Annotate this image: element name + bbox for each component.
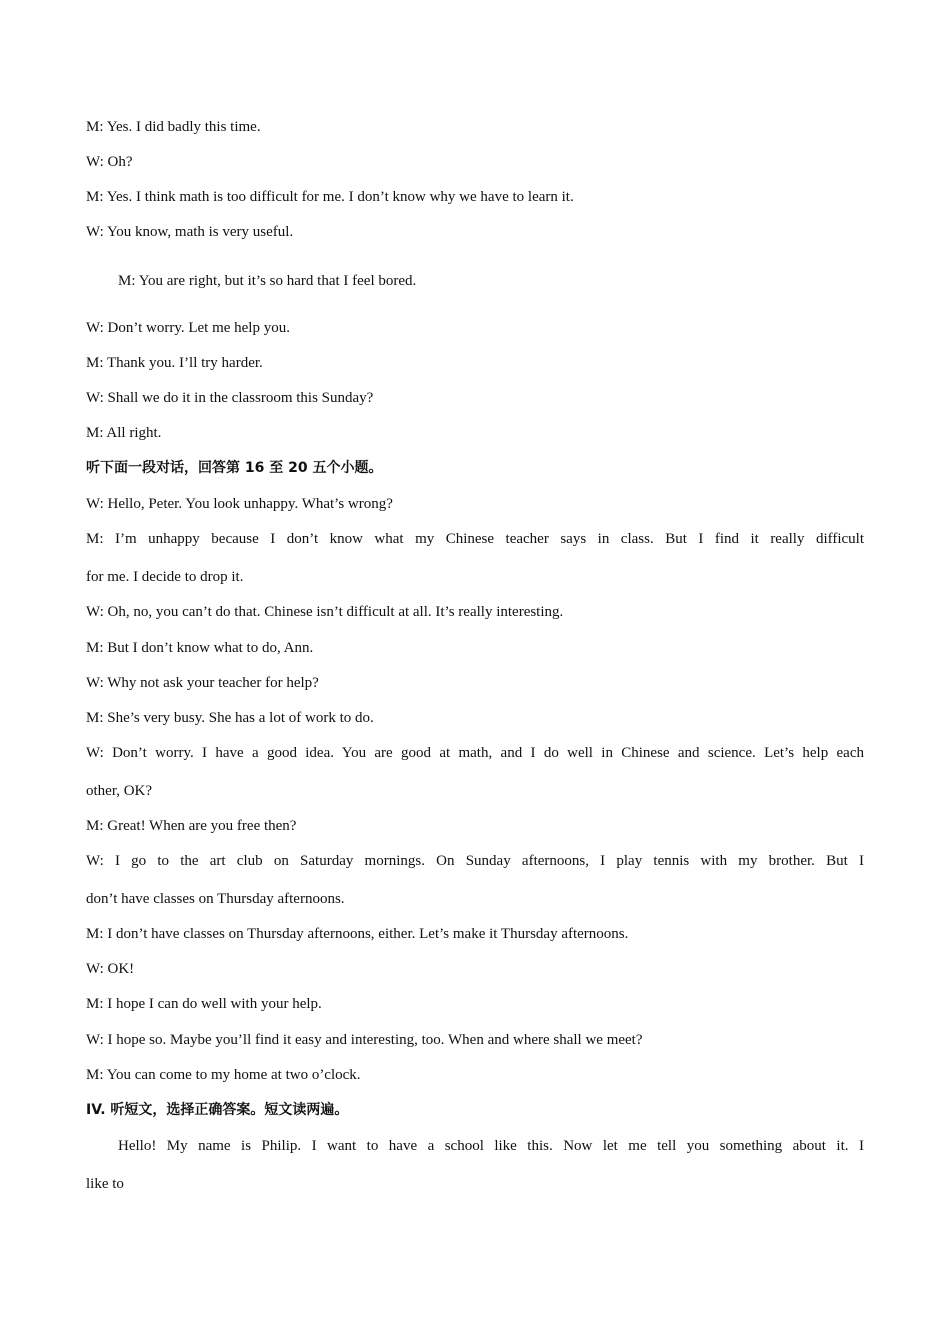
dialogue-line: M: She’s very busy. She has a lot of work to do. xyxy=(86,710,374,726)
dialogue-line: W: Shall we do it in the classroom this Sunday? xyxy=(86,390,374,406)
dialogue-line: M: You are right, but it’s so hard that I feel bored. xyxy=(118,273,417,289)
dialogue-line: W: Hello, Peter. You look unhappy. What’s wrong? xyxy=(86,496,393,512)
dialogue-line: other, OK? xyxy=(86,783,153,799)
dialogue-line: M: You can come to my home at two o’clock. xyxy=(86,1067,361,1083)
dialogue-line: W: You know, math is very useful. xyxy=(86,224,294,240)
dialogue-line: M: Yes. I think math is too difficult for me. I don’t know why we have to learn it. xyxy=(86,189,574,205)
dialogue-line: M: I’m unhappy because I don’t know what my Chinese teacher says in class. But I find it really difficult xyxy=(86,531,864,547)
dialogue-line: W: Why not ask your teacher for help? xyxy=(86,675,319,691)
dialogue-line: W: Oh, no, you can’t do that. Chinese isn’t difficult at all. It’s really interesting. xyxy=(86,604,564,620)
passage-line: like to xyxy=(86,1176,124,1192)
dialogue-line: W: OK! xyxy=(86,961,135,977)
dialogue-line: M: But I don’t know what to do, Ann. xyxy=(86,640,314,656)
dialogue-line: for me. I decide to drop it. xyxy=(86,569,244,585)
dialogue-line: W: Oh? xyxy=(86,154,133,170)
dialogue-line: M: Great! When are you free then? xyxy=(86,818,297,834)
dialogue-line: W: I go to the art club on Saturday mornings. On Sunday afternoons, I play tennis with my brother. But I xyxy=(86,853,864,869)
passage-line: Hello! My name is Philip. I want to have a school like this. Now let me tell you something about it. I xyxy=(118,1138,864,1154)
section-heading: IV. 听短文，选择正确答案。短文读两遍。 xyxy=(86,1102,349,1118)
dialogue-line: don’t have classes on Thursday afternoons. xyxy=(86,891,345,907)
dialogue-line: M: I hope I can do well with your help. xyxy=(86,996,322,1012)
dialogue-line: M: Thank you. I’ll try harder. xyxy=(86,355,263,371)
dialogue-line: M: Yes. I did badly this time. xyxy=(86,119,261,135)
dialogue-line: W: I hope so. Maybe you’ll find it easy and interesting, too. When and where shall we meet? xyxy=(86,1032,643,1048)
dialogue-line: W: Don’t worry. I have a good idea. You are good at math, and I do well in Chinese and science. Let’s help each xyxy=(86,745,864,761)
dialogue-line: W: Don’t worry. Let me help you. xyxy=(86,320,290,336)
section-heading: 听下面一段对话，回答第 16 至 20 五个小题。 xyxy=(86,460,383,476)
dialogue-line: M: I don’t have classes on Thursday afternoons, either. Let’s make it Thursday afternoons. xyxy=(86,926,629,942)
dialogue-line: M: All right. xyxy=(86,425,162,441)
